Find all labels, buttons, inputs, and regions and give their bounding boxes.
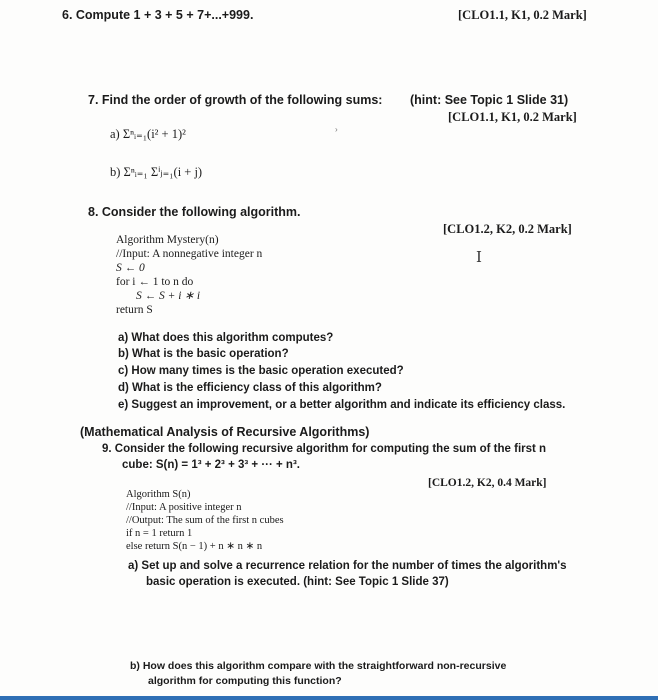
question-8-part: c) How many times is the basic operation executed? xyxy=(118,365,404,377)
question-8-part: d) What is the efficiency class of this algorithm? xyxy=(118,382,382,394)
section-heading: (Mathematical Analysis of Recursive Algorithms) xyxy=(80,425,370,439)
algorithm-line: for i ← 1 to n do xyxy=(116,276,194,288)
algorithm-line: Algorithm S(n) xyxy=(126,489,191,500)
algorithm-line: Algorithm Mystery(n) xyxy=(116,234,219,246)
question-7-part-a: a) Σⁿᵢ₌₁(i² + 1)² xyxy=(110,127,186,141)
question-9-formula: cube: S(n) = 1³ + 2³ + 3³ + ··· + n³. xyxy=(122,459,300,471)
question-7: 7. Find the order of growth of the following sums: xyxy=(88,93,383,107)
question-8-part: a) What does this algorithm computes? xyxy=(118,332,334,344)
algorithm-line: //Output: The sum of the first n cubes xyxy=(126,515,284,526)
text-cursor-icon: I xyxy=(476,248,482,266)
question-7-part-b: b) Σⁿᵢ₌₁ Σⁱⱼ₌₁(i + j) xyxy=(110,165,203,179)
question-9-part-b: b) How does this algorithm compare with the straightforward non-recursive xyxy=(130,660,507,672)
question-7-mark: [CLO1.1, K1, 0.2 Mark] xyxy=(448,110,577,124)
algorithm-line: return S xyxy=(116,304,153,316)
question-8-mark: [CLO1.2, K2, 0.2 Mark] xyxy=(443,222,572,236)
bottom-edge xyxy=(0,696,658,700)
algorithm-line: S ← S + i ∗ i xyxy=(136,290,201,302)
question-8-part: e) Suggest an improvement, or a better algorithm and indicate its efficiency class. xyxy=(118,399,566,411)
algorithm-line: //Input: A nonnegative integer n xyxy=(116,248,263,260)
question-8-part: b) What is the basic operation? xyxy=(118,348,289,360)
question-9-part-a-cont: basic operation is executed. (hint: See Topic 1 Slide 37) xyxy=(146,576,449,588)
question-9-part-b-cont: algorithm for computing this function? xyxy=(148,675,342,687)
question-9-part-a: a) Set up and solve a recurrence relation for the number of times the algorithm's xyxy=(128,560,567,572)
question-9-mark: [CLO1.2, K2, 0.4 Mark] xyxy=(428,477,547,489)
question-6: 6. Compute 1 + 3 + 5 + 7+...+999. xyxy=(62,8,254,22)
algorithm-line: else return S(n − 1) + n ∗ n ∗ n xyxy=(126,541,263,552)
question-6-mark: [CLO1.1, K1, 0.2 Mark] xyxy=(458,8,587,22)
algorithm-line: if n = 1 return 1 xyxy=(126,528,193,539)
question-7-hint: (hint: See Topic 1 Slide 31) xyxy=(410,93,569,107)
stray-mark: › xyxy=(335,125,338,134)
question-9: 9. Consider the following recursive algorithm for computing the sum of the first n xyxy=(102,443,547,455)
algorithm-line: S ← 0 xyxy=(116,262,145,274)
algorithm-line: //Input: A positive integer n xyxy=(126,502,242,513)
question-8: 8. Consider the following algorithm. xyxy=(88,205,301,219)
